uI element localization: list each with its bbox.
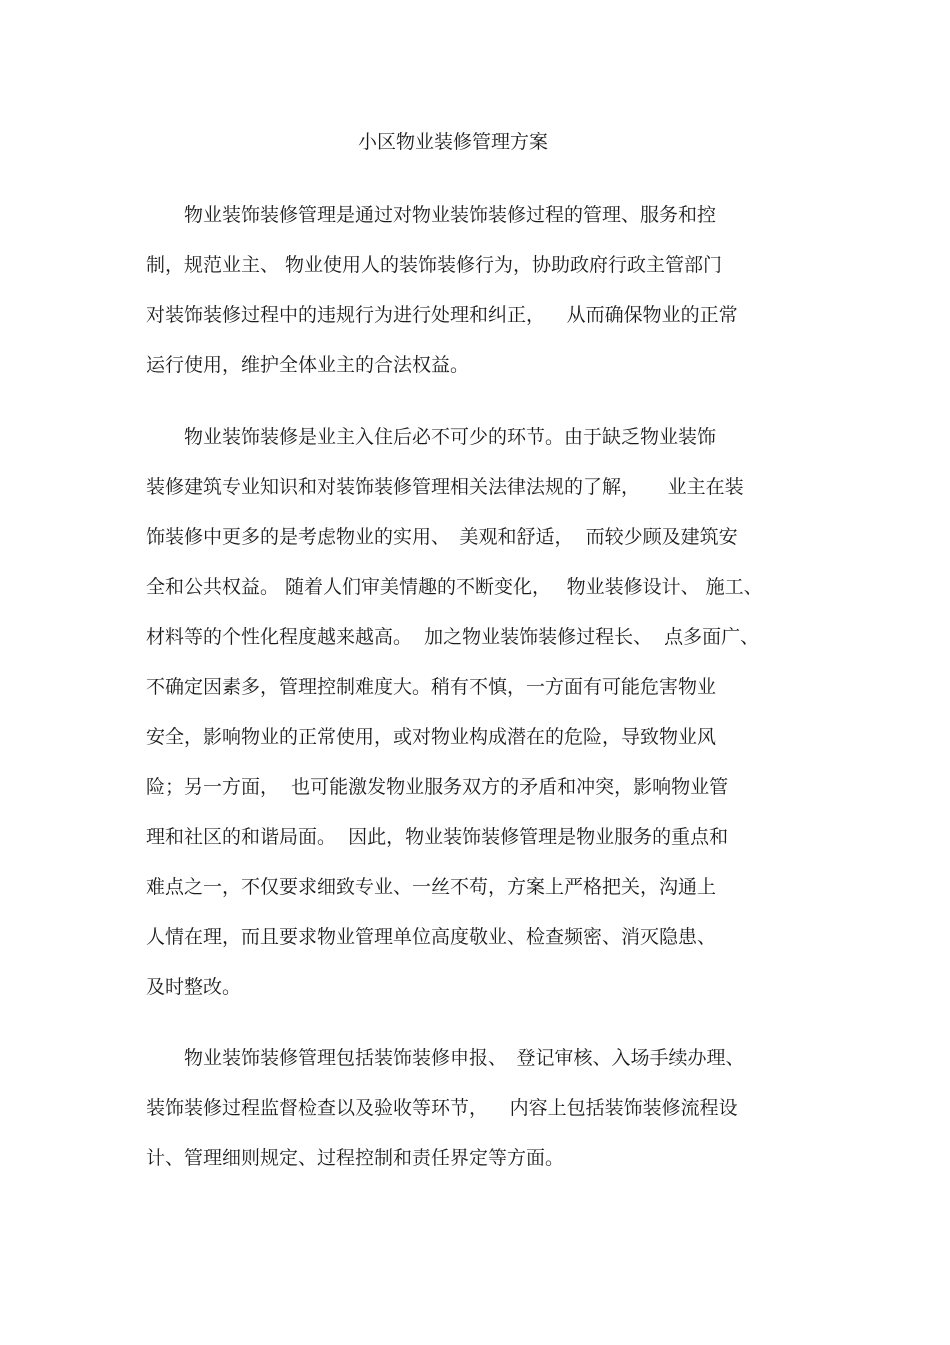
paragraph-line: 装修建筑专业知识和对装饰装修管理相关法律法规的了解， 业主在装 bbox=[146, 476, 744, 498]
paragraph-line: 全和公共权益。 随着人们审美情趣的不断变化， 物业装修设计、 施工、 bbox=[146, 576, 763, 598]
document-title: 小区物业装修管理方案 bbox=[357, 131, 548, 153]
paragraph-line: 制，规范业主、 物业使用人的装饰装修行为，协助政府行政主管部门 bbox=[146, 254, 723, 276]
paragraph-line: 人情在理，而且要求物业管理单位高度敬业、检查频密、消灭隐患、 bbox=[146, 926, 717, 948]
paragraph-line: 饰装修中更多的是考虑物业的实用、 美观和舒适， 而较少顾及建筑安 bbox=[146, 526, 738, 548]
paragraph-line: 难点之一，不仅要求细致专业、一丝不苟，方案上严格把关，沟通上 bbox=[146, 876, 717, 898]
paragraph-line: 物业装饰装修是业主入住后必不可少的环节。由于缺乏物业装饰 bbox=[146, 426, 717, 448]
paragraph-line: 运行使用，维护全体业主的合法权益。 bbox=[146, 354, 470, 376]
paragraph-line: 不确定因素多，管理控制难度大。稍有不慎，一方面有可能危害物业 bbox=[146, 676, 717, 698]
paragraph-1 bbox=[146, 201, 846, 379]
paragraph-line: 理和社区的和谐局面。 因此，物业装饰装修管理是物业服务的重点和 bbox=[146, 826, 729, 848]
paragraph-2 bbox=[146, 423, 846, 1001]
paragraph-line: 计、管理细则规定、过程控制和责任界定等方面。 bbox=[146, 1147, 565, 1169]
paragraph-line: 物业装饰装修管理是通过对物业装饰装修过程的管理、服务和控 bbox=[146, 204, 717, 226]
paragraph-line: 险；另一方面， 也可能激发物业服务双方的矛盾和冲突，影响物业管 bbox=[146, 776, 729, 798]
paragraph-line: 装饰装修过程监督检查以及验收等环节， 内容上包括装饰装修流程设 bbox=[146, 1097, 738, 1119]
paragraph-line: 安全，影响物业的正常使用，或对物业构成潜在的危险，导致物业风 bbox=[146, 726, 717, 748]
paragraph-3 bbox=[146, 1044, 846, 1172]
paragraph-line: 材料等的个性化程度越来越高。 加之物业装饰装修过程长、 点多面广、 bbox=[146, 626, 760, 648]
paragraph-line: 对装饰装修过程中的违规行为进行处理和纠正， 从而确保物业的正常 bbox=[146, 304, 738, 326]
paragraph-line: 及时整改。 bbox=[146, 976, 242, 998]
paragraph-line: 物业装饰装修管理包括装饰装修申报、 登记审核、入场手续办理、 bbox=[146, 1047, 745, 1069]
